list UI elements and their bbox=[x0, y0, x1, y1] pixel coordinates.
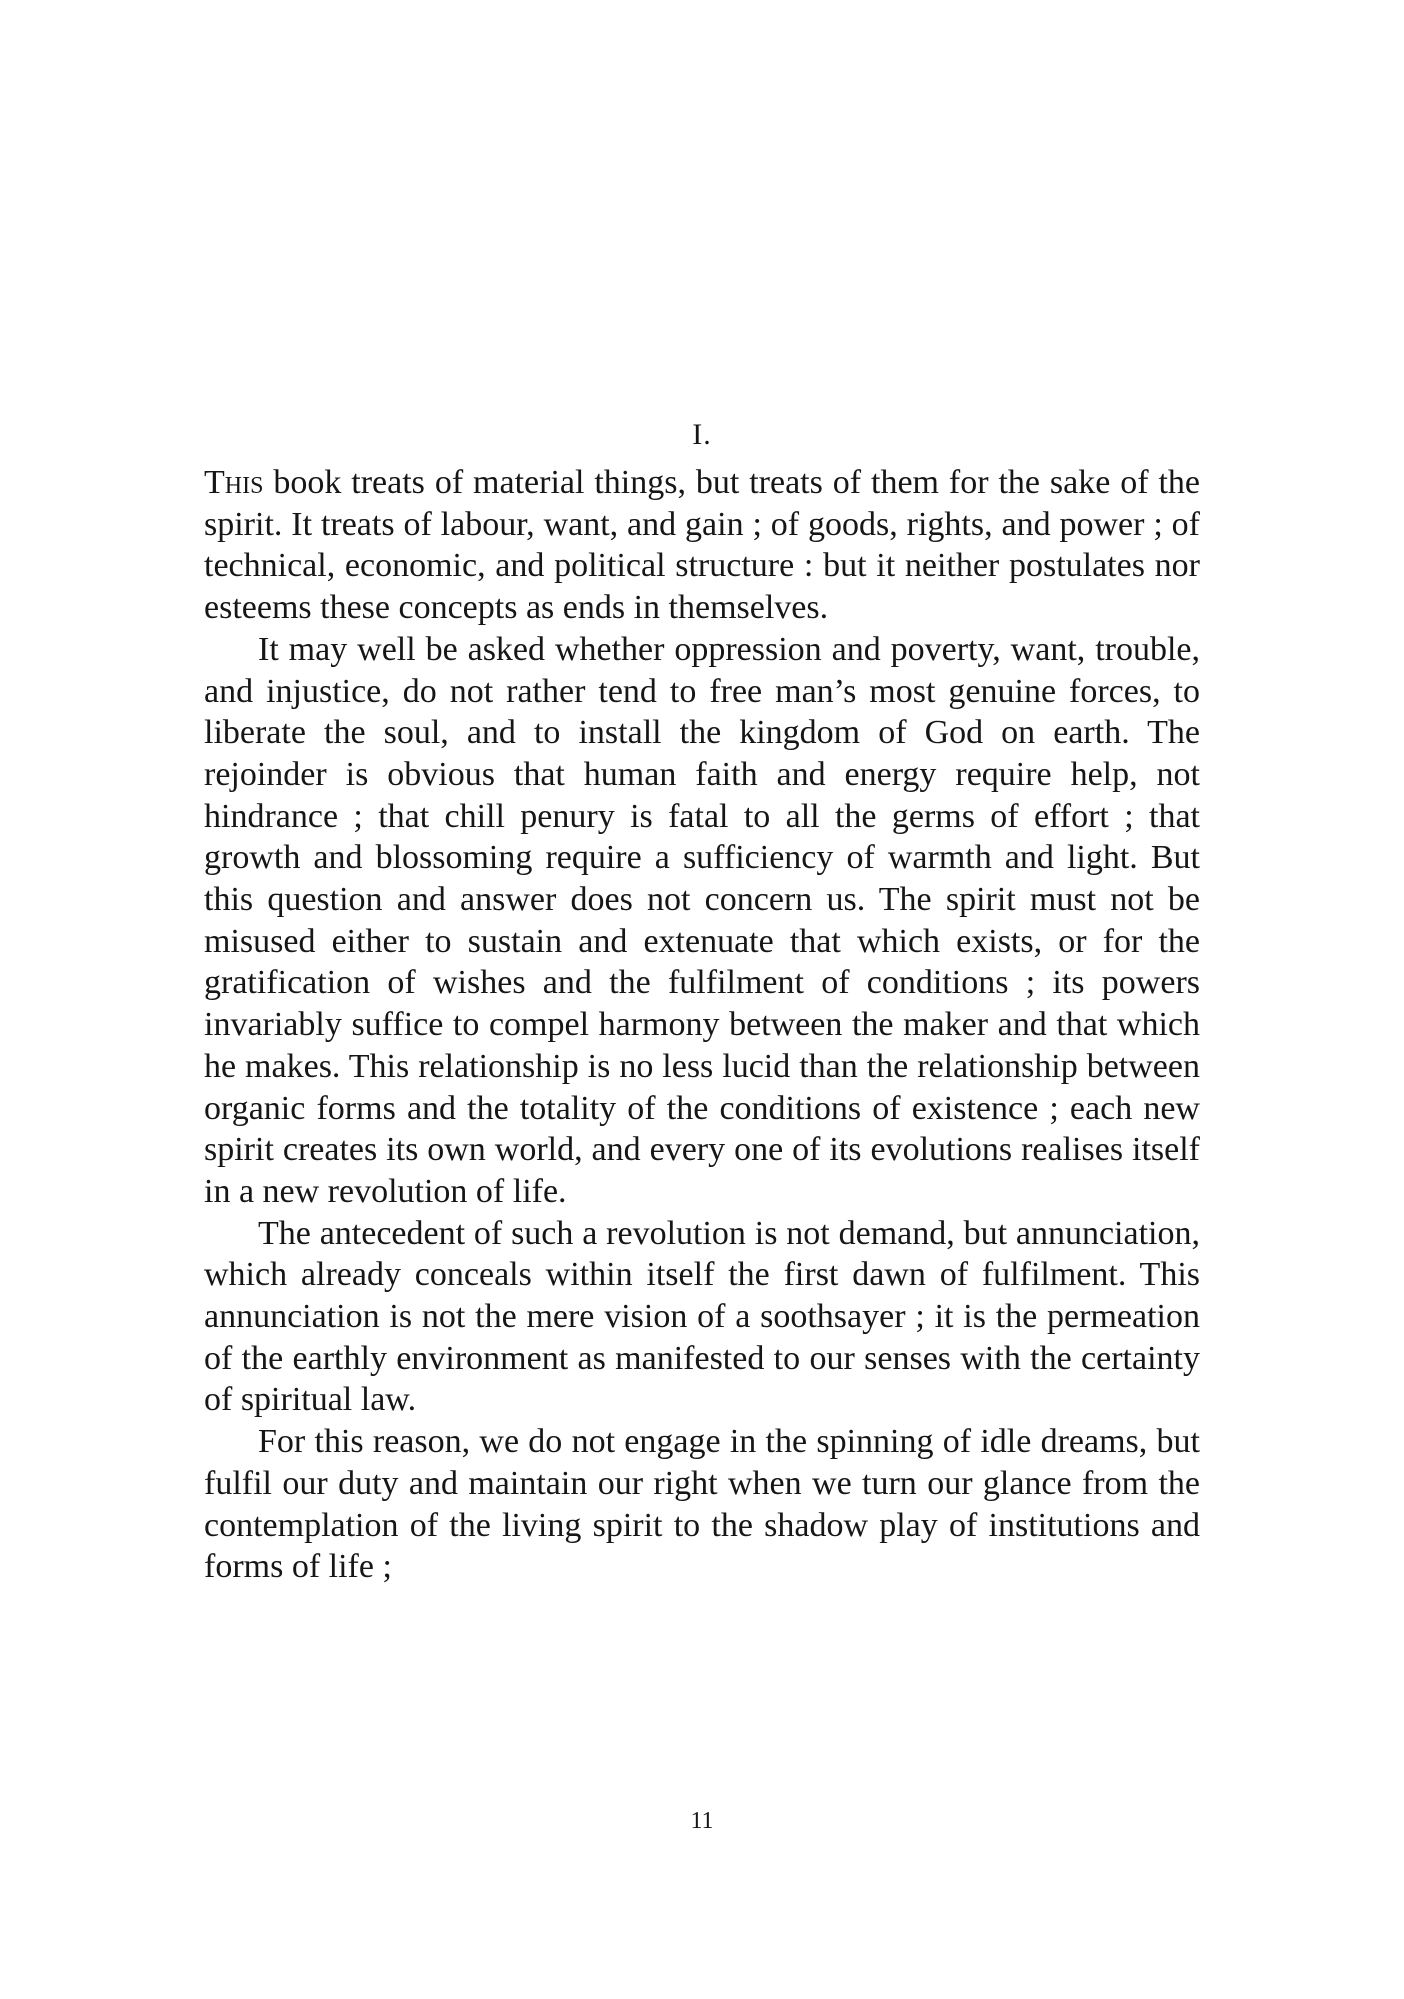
body-text bbox=[204, 462, 1200, 1588]
paragraph-text: The antecedent of such a revolution is not demand, but annunciation, which already conceals within itself the first dawn of fulfilment. This annunciation is not the mere vision of a soothsayer ; it is the permeation of the earthly environment as manifested to our senses with the certainty of spiritual law. bbox=[204, 1214, 1200, 1419]
paragraph-lead-word: This bbox=[204, 464, 264, 501]
page-number: 11 bbox=[690, 1808, 714, 1834]
paragraph-1 bbox=[204, 462, 1200, 629]
paragraph-text: For this reason, we do not engage in the spinning of idle dreams, but fulfil our duty and maintain our right when we turn our glance from the contemplation of the living spirit to the shadow play of institutions and forms of life ; bbox=[204, 1423, 1200, 1586]
paragraph-4 bbox=[204, 1421, 1200, 1588]
paragraph-text: It may well be asked whether oppression and poverty, want, trouble, and injustice, do not rather tend to free man’s most genuine forces, to liberate the soul, and to install the kingdom of God on earth. The rejoinder is obvious that human faith and energy require help, not hindrance ; that chill penury is fatal to all the germs of effort ; that growth and blossoming require a sufficiency of warmth and light. But this question and answer does not concern us. The spirit must not be misused either to sustain and extenuate that which exists, or for the gratification of wishes and the fulfilment of conditions ; its powers invariably suffice to compel harmony between the maker and that which he makes. This relationship is no less lucid than the relationship between organic forms and the totality of the conditions of existence ; each new spirit creates its own world, and every one of its evolutions realises itself in a new revolution of life. bbox=[204, 630, 1200, 1210]
paragraph-text: book treats of material things, but treats of them for the sake of the spirit. It treats of labour, want, and gain ; of goods, rights, and power ; of technical, economic, and political structure : but it neither postulates nor esteems these concepts as ends in themselves. bbox=[204, 464, 1200, 627]
paragraph-3 bbox=[204, 1213, 1200, 1422]
paragraph-2 bbox=[204, 629, 1200, 1213]
chapter-heading: I. bbox=[692, 418, 712, 451]
